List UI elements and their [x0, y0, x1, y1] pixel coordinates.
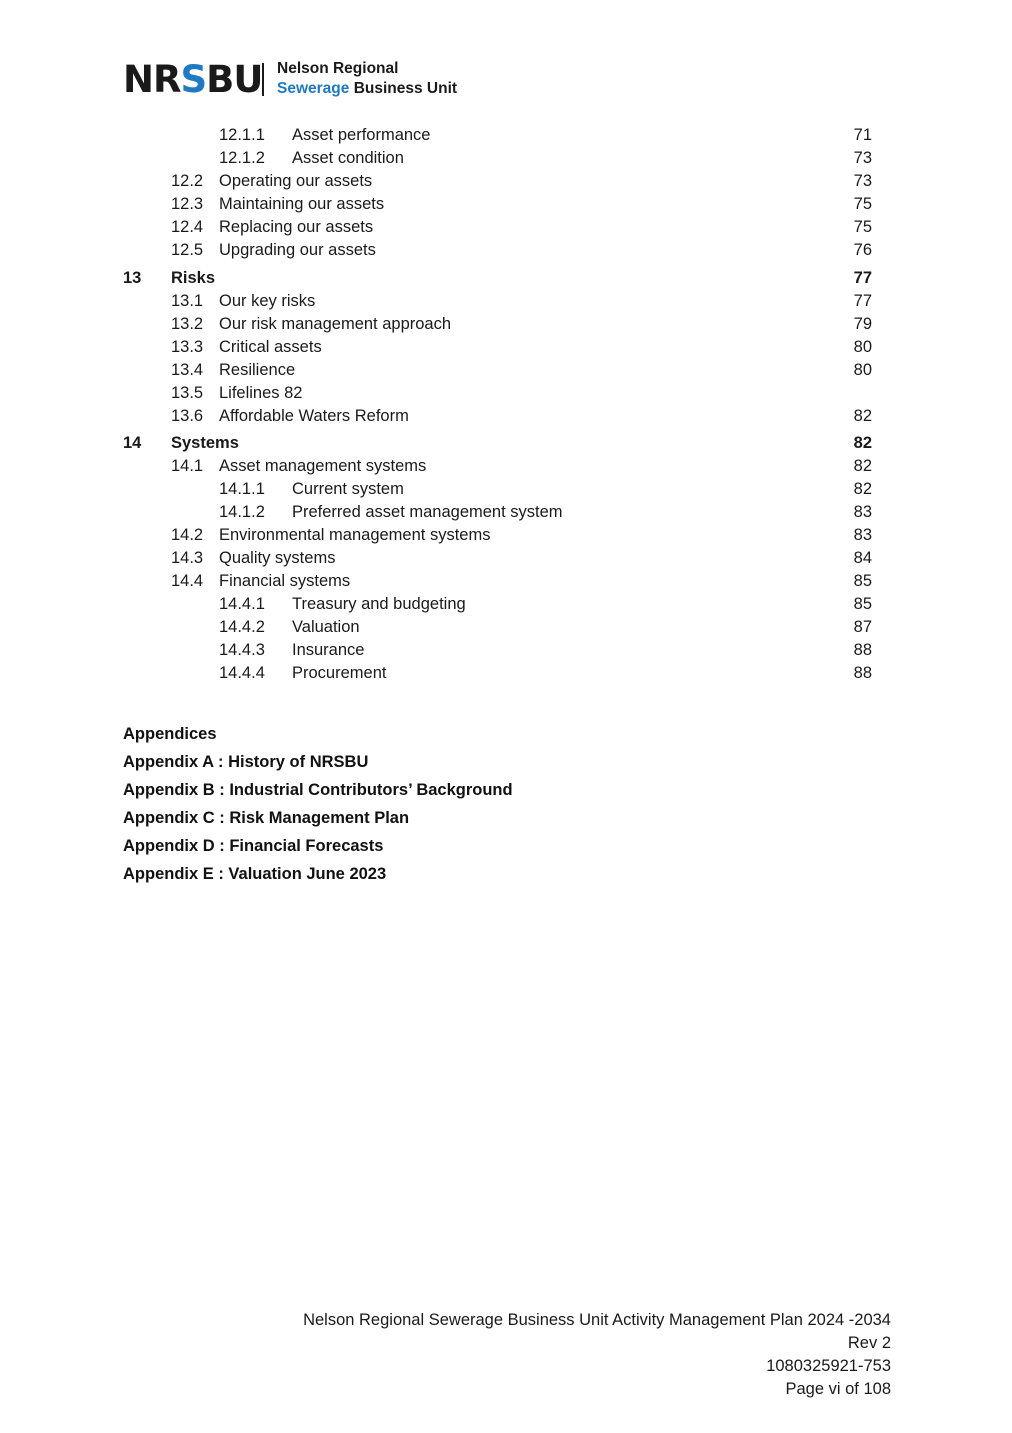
toc-entry-number: 14.1	[171, 457, 204, 475]
toc-entry-number: 14.4.1	[219, 595, 265, 613]
toc-entry-number: 12.2	[171, 172, 204, 190]
toc-entry-number: 13	[123, 269, 142, 287]
toc-entry-number: 14.4.4	[219, 664, 265, 682]
toc-entry-number: 14.4.3	[219, 641, 265, 659]
toc-entry-page: 82	[853, 434, 872, 452]
toc-entry-title: Resilience	[219, 361, 296, 379]
logo-divider	[262, 63, 264, 96]
footer-page-number: Page vi of 108	[785, 1380, 891, 1398]
toc-entry-number: 14.4	[171, 572, 204, 590]
toc-entry-page: 83	[853, 503, 872, 521]
toc-entry-title: Financial systems	[219, 572, 351, 590]
toc-entry-number: 14.2	[171, 526, 204, 544]
logo-mark-part: NR	[123, 58, 181, 101]
appendices-heading: Appendices	[123, 725, 217, 743]
toc-entry-page: 88	[853, 641, 872, 659]
toc-entry-title: Lifelines 82	[219, 384, 303, 402]
toc-entry-title: Replacing our assets	[219, 218, 374, 236]
toc-entry-number: 13.2	[171, 315, 204, 333]
toc-entry-page: 82	[853, 480, 872, 498]
toc-entry[interactable]	[0, 313, 1012, 335]
toc-entry-page: 73	[853, 149, 872, 167]
toc-entry-number: 14.4.2	[219, 618, 265, 636]
toc-entry-title: Environmental management systems	[219, 526, 491, 544]
logo-org-accent: Sewerage	[277, 80, 350, 97]
toc-entry-title: Maintaining our assets	[219, 195, 385, 213]
toc-entry-title: Systems	[171, 434, 239, 452]
footer-document-id: 1080325921-753	[766, 1357, 891, 1375]
toc-entry-title: Preferred asset management system	[292, 503, 563, 521]
appendix-a-link[interactable]: Appendix A : History of NRSBU	[123, 753, 369, 771]
toc-entry-number: 14.1.1	[219, 480, 265, 498]
toc-entry[interactable]	[0, 405, 1012, 427]
toc-entry-title: Asset condition	[292, 149, 404, 167]
toc-entry-page: 85	[853, 595, 872, 613]
toc-entry-title: Insurance	[292, 641, 365, 659]
toc-entry-page: 71	[853, 126, 872, 144]
toc-entry-title: Quality systems	[219, 549, 336, 567]
logo-mark-accent: S	[180, 58, 207, 101]
toc-section-entry[interactable]	[0, 432, 1012, 454]
toc-entry-number: 12.1.1	[219, 126, 265, 144]
footer-document-title: Nelson Regional Sewerage Business Unit Activity Management Plan 2024 -2034	[303, 1311, 891, 1329]
toc-entry-page: 88	[853, 664, 872, 682]
toc-entry-number: 13.4	[171, 361, 204, 379]
toc-entry-number: 14.3	[171, 549, 204, 567]
toc-entry-title: Affordable Waters Reform	[219, 407, 409, 425]
toc-entry-number: 13.1	[171, 292, 204, 310]
toc-entry-page: 75	[853, 218, 872, 236]
toc-entry[interactable]	[0, 359, 1012, 381]
toc-entry-page: 80	[853, 338, 872, 356]
toc-entry-page: 76	[853, 241, 872, 259]
toc-entry-page: 82	[853, 407, 872, 425]
toc-entry-page: 73	[853, 172, 872, 190]
toc-entry-page: 77	[853, 269, 872, 287]
appendix-e-link[interactable]: Appendix E : Valuation June 2023	[123, 865, 387, 883]
toc-entry-title: Asset management systems	[219, 457, 427, 475]
toc-entry-title: Operating our assets	[219, 172, 373, 190]
appendix-b-link[interactable]: Appendix B : Industrial Contributors’ Background	[123, 781, 513, 799]
toc-entry[interactable]	[0, 336, 1012, 358]
toc-entry[interactable]	[0, 593, 1012, 615]
toc-entry[interactable]	[0, 501, 1012, 523]
toc-entry-number: 13.6	[171, 407, 204, 425]
logo-mark	[123, 60, 262, 100]
logo-org-line2	[277, 80, 457, 98]
toc-entry-page: 83	[853, 526, 872, 544]
toc-entry-number: 14.1.2	[219, 503, 265, 521]
toc-entry-number: 12.5	[171, 241, 204, 259]
toc-entry-page: 87	[853, 618, 872, 636]
toc-entry-number: 12.3	[171, 195, 204, 213]
toc-section-entry[interactable]	[0, 267, 1012, 289]
toc-entry[interactable]	[0, 478, 1012, 500]
toc-entry-page: 85	[853, 572, 872, 590]
toc-entry[interactable]	[0, 290, 1012, 312]
toc-entry-title: Risks	[171, 269, 216, 287]
toc-entry-title: Treasury and budgeting	[292, 595, 466, 613]
logo-org-line1: Nelson Regional	[277, 60, 399, 77]
toc-entry[interactable]	[0, 639, 1012, 661]
toc-entry[interactable]	[0, 524, 1012, 546]
toc-entry-page: 82	[853, 457, 872, 475]
toc-entry[interactable]	[0, 455, 1012, 477]
toc-entry-number: 13.3	[171, 338, 204, 356]
toc-entry-number: 12.4	[171, 218, 204, 236]
toc-entry-number: 14	[123, 434, 142, 452]
toc-entry-title: Procurement	[292, 664, 387, 682]
page-footer	[303, 1309, 891, 1401]
toc-entry[interactable]	[0, 239, 1012, 261]
toc-entry[interactable]	[0, 662, 1012, 684]
toc-entry[interactable]	[0, 147, 1012, 169]
toc-entry-page: 75	[853, 195, 872, 213]
toc-entry-number: 13.5	[171, 384, 204, 402]
toc-entry-title: Our key risks	[219, 292, 316, 310]
appendix-d-link[interactable]: Appendix D : Financial Forecasts	[123, 837, 384, 855]
toc-entry-page: 80	[853, 361, 872, 379]
toc-entry[interactable]	[0, 547, 1012, 569]
toc-entry[interactable]	[0, 382, 1012, 404]
logo-mark-part: BU	[206, 58, 263, 101]
toc-entry-title: Critical assets	[219, 338, 322, 356]
toc-entry-page: 79	[853, 315, 872, 333]
toc-entry-title: Our risk management approach	[219, 315, 452, 333]
toc-entry-title: Current system	[292, 480, 404, 498]
toc-entry[interactable]	[0, 616, 1012, 638]
logo-org-rest: Business Unit	[349, 80, 458, 97]
toc-entry-title: Asset performance	[292, 126, 431, 144]
toc-entry[interactable]	[0, 216, 1012, 238]
toc-entry-page: 77	[853, 292, 872, 310]
appendix-c-link[interactable]: Appendix C : Risk Management Plan	[123, 809, 410, 827]
toc-entry[interactable]	[0, 570, 1012, 592]
toc-entry[interactable]	[0, 124, 1012, 146]
toc-entry-page: 84	[853, 549, 872, 567]
footer-revision: Rev 2	[847, 1334, 891, 1352]
toc-entry-number: 12.1.2	[219, 149, 265, 167]
toc-entry-title: Valuation	[292, 618, 360, 636]
toc-entry-title: Upgrading our assets	[219, 241, 376, 259]
toc-entry[interactable]	[0, 193, 1012, 215]
toc-entry[interactable]	[0, 170, 1012, 192]
